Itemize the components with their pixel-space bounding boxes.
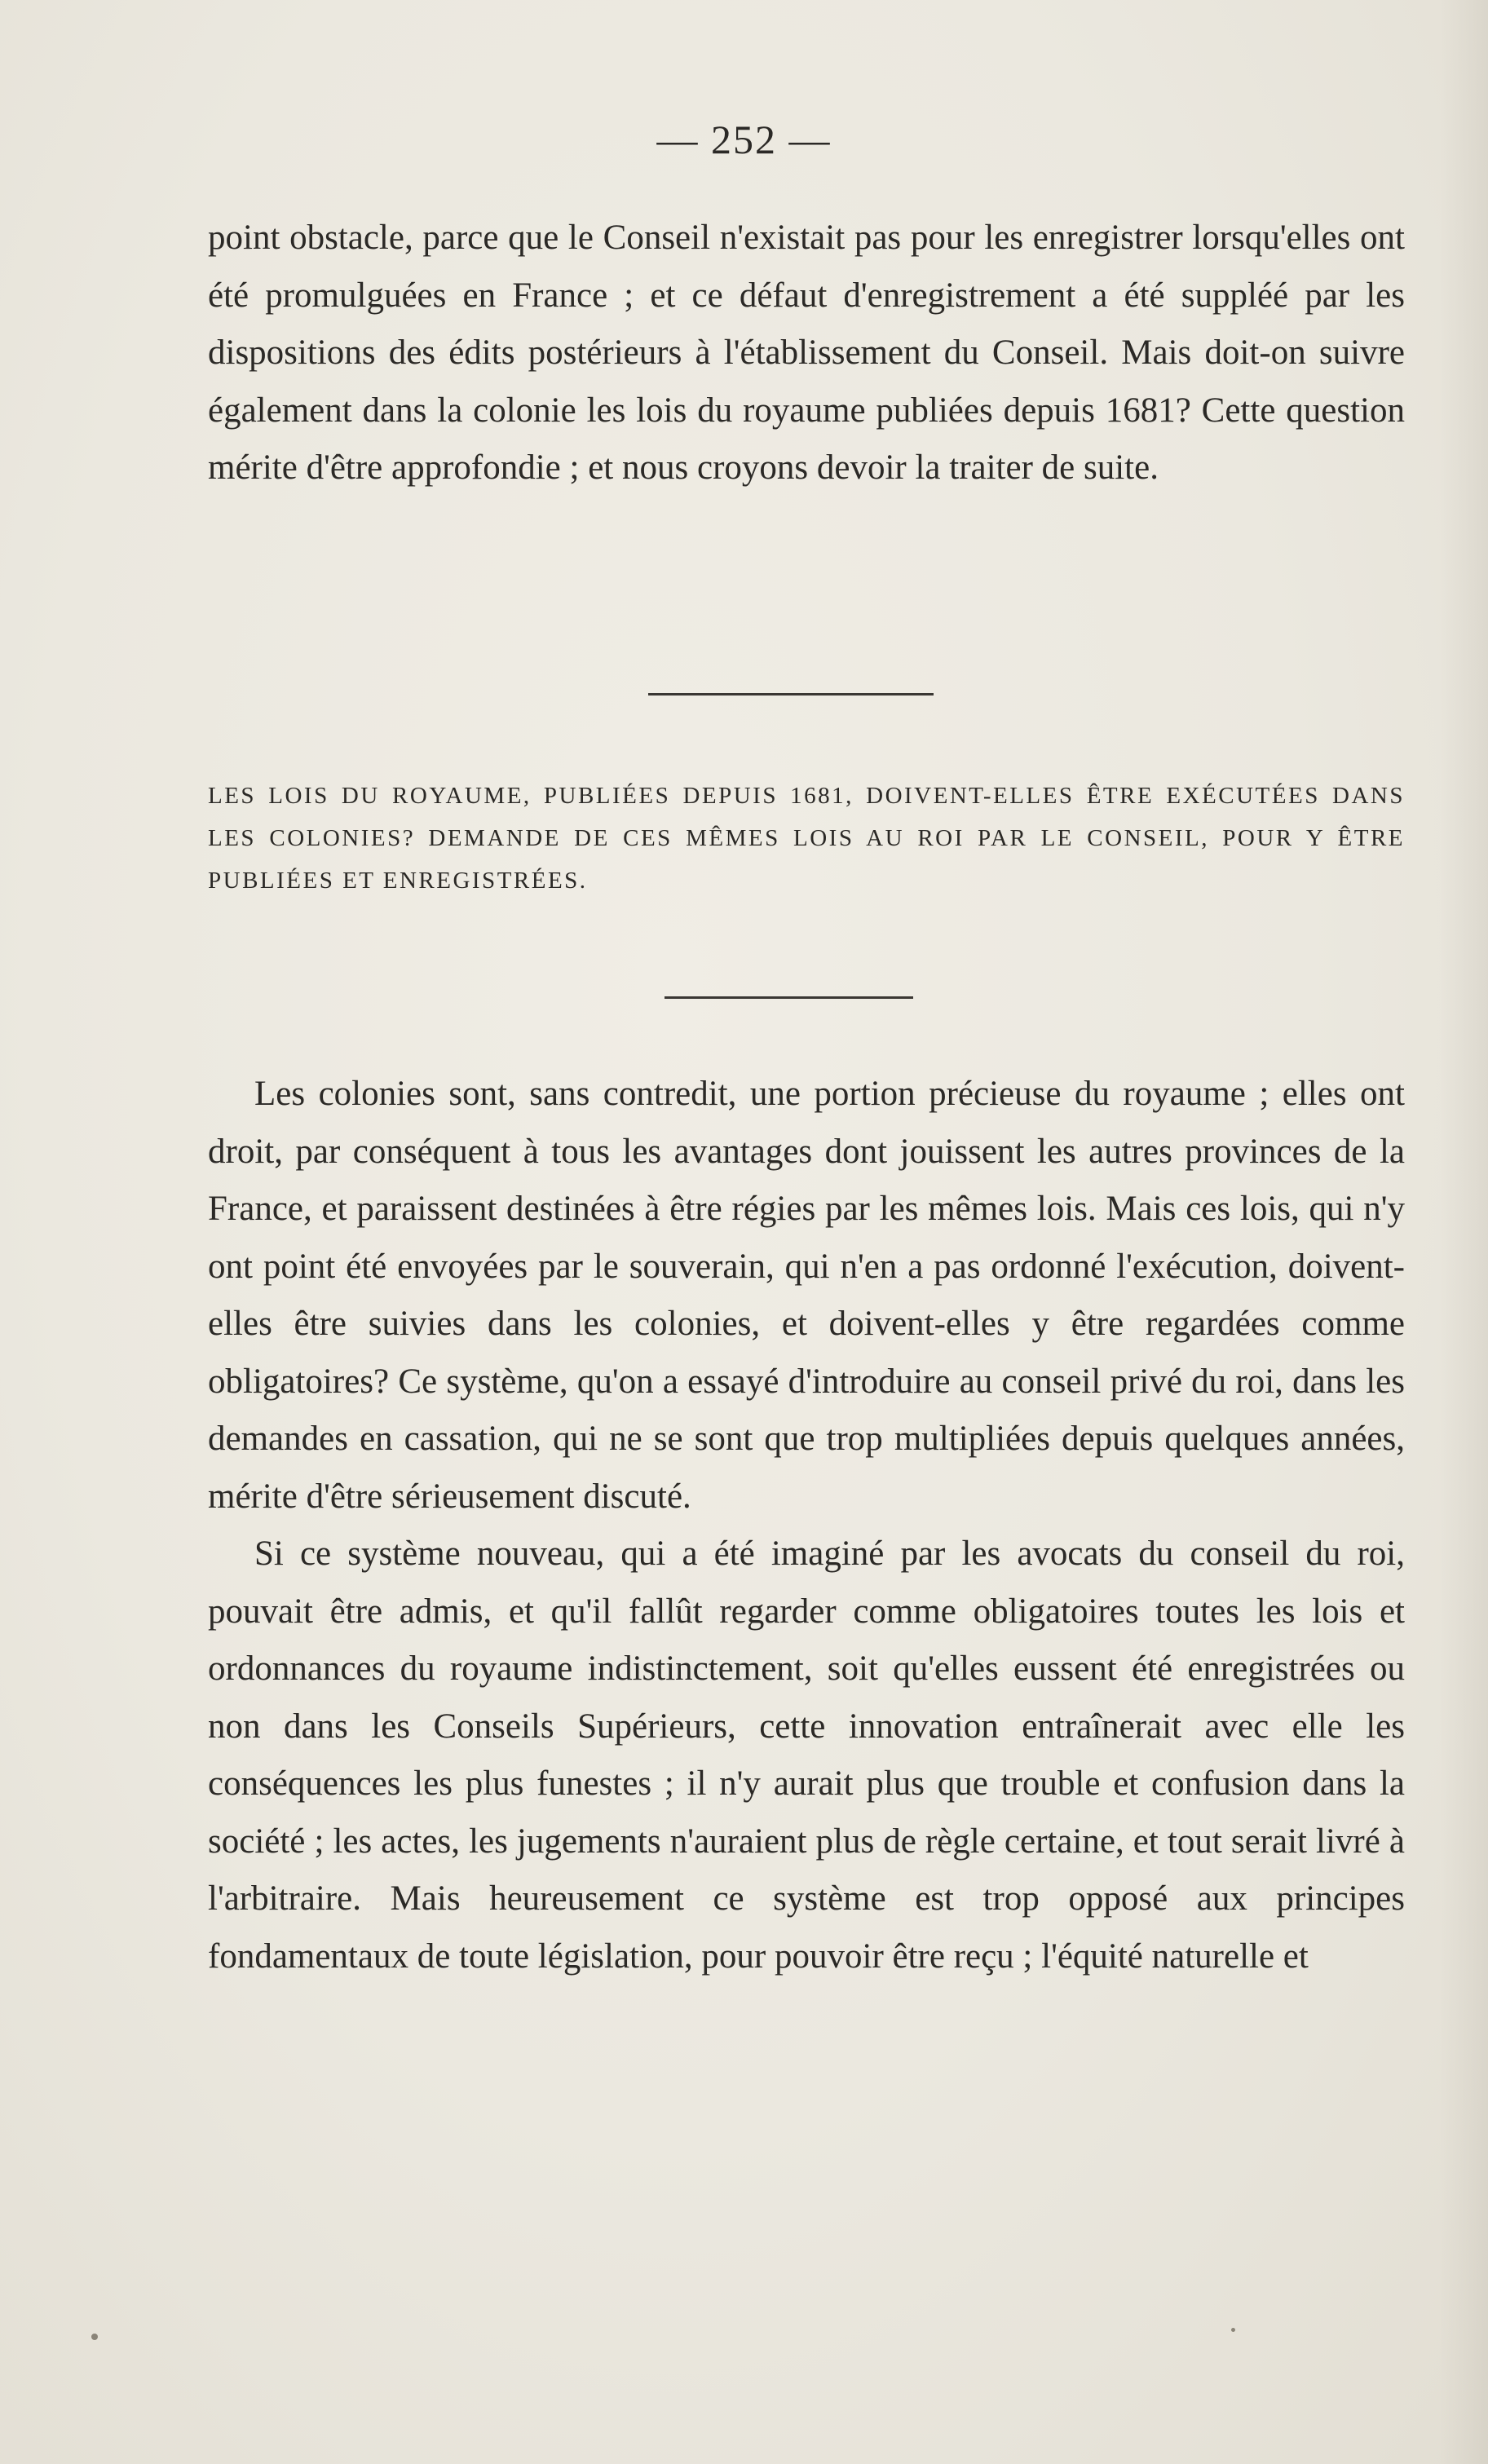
paper-speck <box>1231 2328 1235 2332</box>
body-paragraph-1 <box>208 1066 1405 1526</box>
body-paragraph-2-text: Si ce système nouveau, qui a été imaginé par les avocats du conseil du roi, pouvait être admis, et qu'il fallût regarder comme obligatoires toutes les lois et ordonnances du royaume indistinctement, soit qu'elles eussent été enregistrées ou non dans les Conseils Supérieurs, cette innovation entraînerait avec elle les conséquences les plus funestes ; il n'y aurait plus que trouble et confusion dans la société ; les actes, les jugements n'auraient plus de règle certaine, et tout serait livré à l'arbitraire. Mais heureusement ce système est trop opposé aux principes fondamentaux de toute législation, pour pouvoir être reçu ; l'équité naturelle et <box>208 1534 1405 1976</box>
page-number: — 252 — <box>656 117 832 162</box>
section-heading: LES LOIS DU ROYAUME, PUBLIÉES DEPUIS 1681, DOIVENT-ELLES ÊTRE EXÉCUTÉES DANS LES COLONIES? DEMANDE DE CES MÊMES LOIS AU ROI PAR LE CONSEIL, POUR Y ÊTRE PUBLIÉES ET ENREGISTRÉES. <box>208 783 1405 894</box>
lower-divider-rule <box>665 996 913 999</box>
page-edge-shadow <box>1439 0 1488 2464</box>
paper-speck <box>91 2334 98 2340</box>
body-text-block <box>208 1066 1405 1985</box>
body-paragraph-1-text: Les colonies sont, sans contredit, une portion précieuse du royaume ; elles ont droit, par conséquent à tous les avantages dont jouissent les autres provinces de la France, et paraissent destinées à être régies par les mêmes lois. Mais ces lois, qui n'y ont point été envoyées par le souverain, qui n'en a pas ordonné l'exécution, doivent-elles être suivies dans les colonies, et doivent-elles y être regardées comme obligatoires? Ce système, qu'on a essayé d'introduire au conseil privé du roi, dans les demandes en cassation, qui ne se sont que trop multipliées depuis quelques années, mérite d'être sérieusement discuté. <box>208 1075 1405 1516</box>
body-paragraph-2 <box>208 1526 1405 1985</box>
upper-divider-rule <box>648 693 934 695</box>
continued-paragraph: point obstacle, parce que le Conseil n'existait pas pour les enregistrer lorsqu'elles ont été promulguées en France ; et ce défaut d'enregistrement a été suppléé par les dispositions des édits postérieurs à l'établissement du Conseil. Mais doit-on suivre également dans la colonie les lois du royaume publiées depuis 1681? Cette question mérite d'être approfondie ; et nous croyons devoir la traiter de suite. <box>208 219 1405 487</box>
top-paragraph-block <box>208 210 1405 497</box>
